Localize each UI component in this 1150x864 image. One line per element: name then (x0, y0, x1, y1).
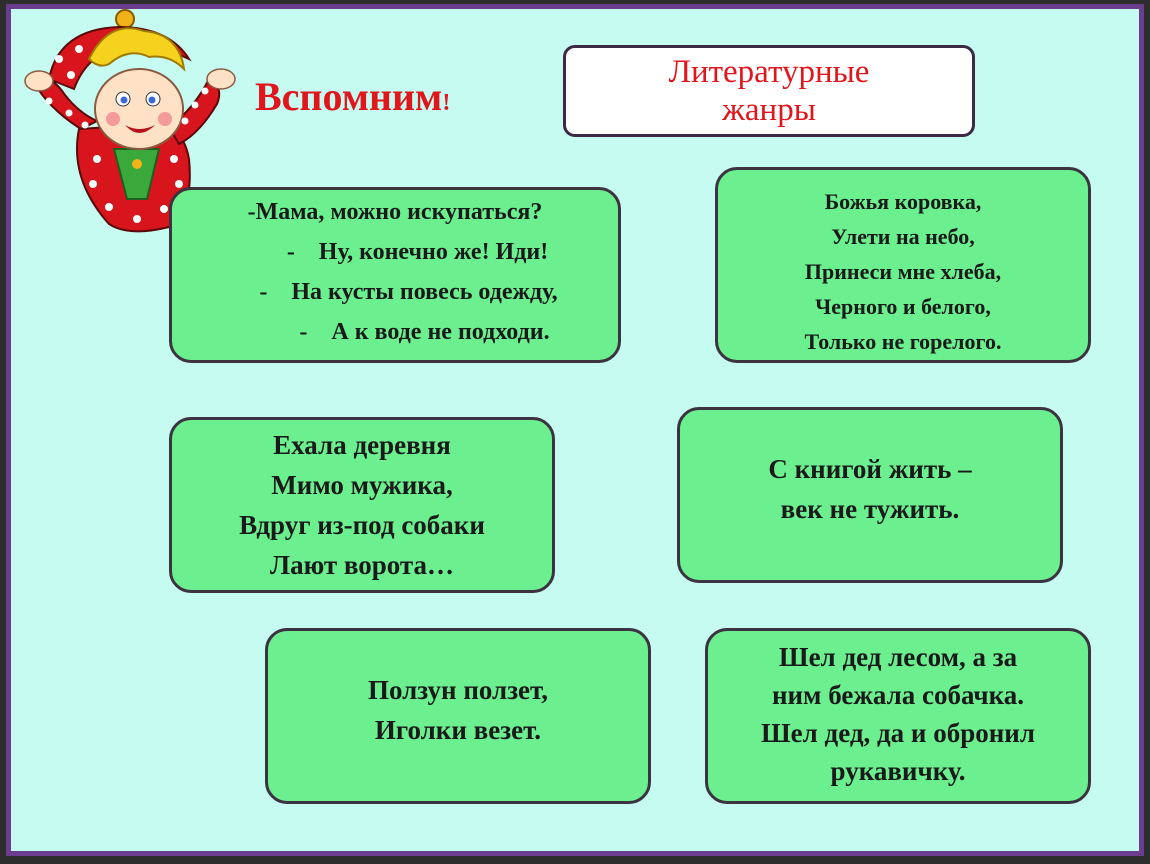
genre-heading-box (563, 45, 975, 137)
slide-title (255, 73, 450, 120)
card-dialog-poem[interactable] (169, 187, 621, 363)
card-village-nonsense[interactable] (169, 417, 555, 593)
card-line: рукавичку. (830, 756, 966, 786)
card-line: Шел дед лесом, а за (778, 642, 1018, 672)
card-line: Лают ворота… (269, 550, 455, 580)
card-line: Шел дед, да и обронил (761, 718, 1035, 748)
card-line: Мимо мужика, (271, 470, 453, 500)
card-line: Принеси мне хлеба, (804, 259, 1002, 284)
card-line: Только не горелого. (804, 329, 1002, 354)
card-line: Божья коровка, (824, 189, 982, 214)
card-line: век не тужить. (780, 494, 960, 524)
card-line: Ехала деревня (273, 430, 451, 460)
title-text: Вспомним (255, 74, 443, 119)
card-ladybug-rhyme[interactable] (715, 167, 1091, 363)
card-line: Иголки везет. (374, 715, 542, 745)
card-line: Вдруг из-под собаки (239, 510, 485, 540)
genre-heading-line2: жанры (722, 92, 816, 128)
card-line: Улети на небо, (831, 224, 975, 249)
genre-heading-line1: Литературные (668, 54, 870, 90)
card-line: Черного и белого, (815, 294, 991, 319)
card-line: Ползун ползет, (367, 675, 549, 705)
card-grandpa-tale[interactable] (705, 628, 1091, 804)
card-line: С книгой жить – (768, 454, 972, 484)
card-crawler-riddle[interactable] (265, 628, 651, 804)
card-line: - А к воде не подходи. (299, 319, 550, 345)
title-exclamation: ! (442, 90, 451, 116)
card-line: -Мама, можно искупаться? (247, 199, 543, 225)
slide (6, 4, 1144, 856)
card-line: ним бежала собачка. (771, 680, 1025, 710)
card-line: - На кусты повесь одежду, (259, 279, 558, 305)
card-book-proverb[interactable] (677, 407, 1063, 583)
card-line: - Ну, конечно же! Иди! (286, 239, 549, 265)
